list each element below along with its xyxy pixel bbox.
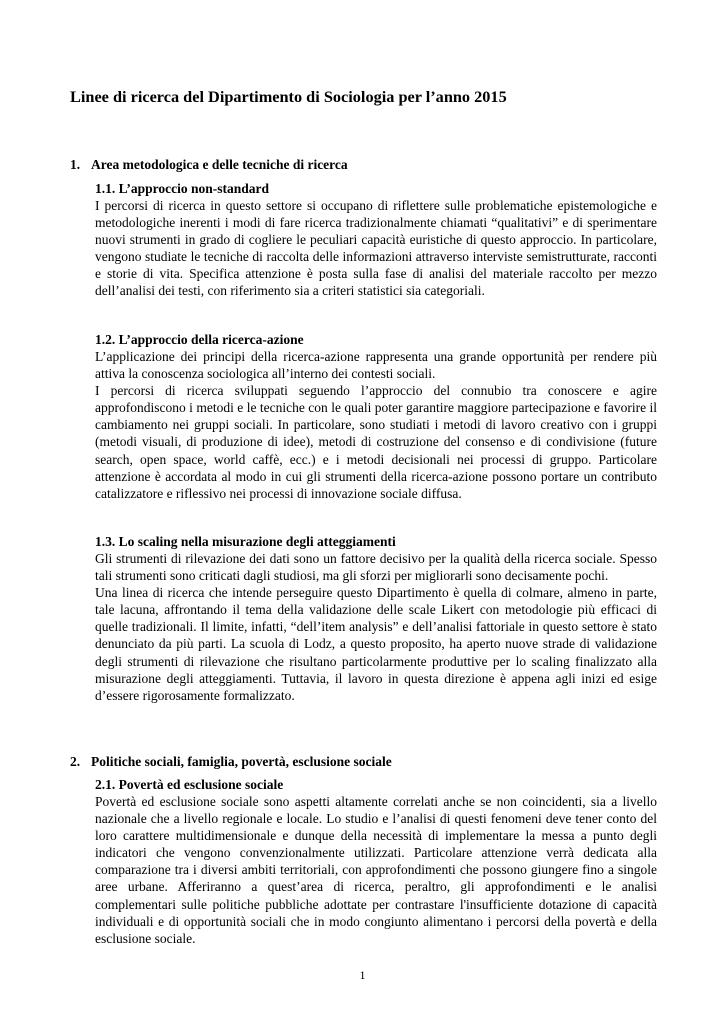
paragraph: I percorsi di ricerca in questo settore si occupano di riflettere sulle problematiche epistemologiche e metodologiche inerenti i modi di fare ricerca tradizionalmente chiamati “qualitativi” e di sperimentare nuovi strumenti in grado di cogliere le peculiari capacità euristiche di questo approccio. In particolare, vengono studiate le tecniche di raccolta delle informazioni attraverso interviste semistrutturate, racconti e storie di vita. Specifica attenzione è posta sulla fase di analisi del materiale raccolto per mezzo dell’analisi dei testi, con riferimento sia a criteri statistici sia categoriali. — [95, 198, 657, 299]
section-number: 2. — [70, 754, 81, 769]
section-heading-1 — [70, 156, 670, 174]
paragraph: Una linea di ricerca che intende perseguire questo Dipartimento è quella di colmare, almeno in parte, tale lacuna, affrontando il tema della validazione delle scale Likert con metodologie più efficaci di quelle tradizionali. Il limite, infatti, “dell’item analysis” e dell’analisi fattoriale in questo settore è stato denunciato da più parti. La scuola di Lodz, a questo proposito, ha aperto nuove strade di validazione degli strumenti di rilevazione che risultano particolarmente produttive per lo scaling finalizzato alla misurazione degli atteggiamenti. Tuttavia, il lavoro in questa direzione è appena agli inizi ed esige d’essere rigorosamente formalizzato. — [95, 585, 657, 703]
paragraph: L’applicazione dei principi della ricerca-azione rappresenta una grande opportunità per rendere più attiva la conoscenza sociologica all’interno dei contesti sociali. — [95, 349, 657, 382]
subsection-heading-1-2: 1.2. L’approccio della ricerca-azione — [95, 332, 304, 347]
page-number: 1 — [359, 968, 366, 982]
section-title: Politiche sociali, famiglia, povertà, esclusione sociale — [91, 754, 392, 769]
subsection-heading-1-3: 1.3. Lo scaling nella misurazione degli atteggiamenti — [95, 534, 396, 549]
paragraph: I percorsi di ricerca sviluppati seguendo l’approccio del connubio tra conoscere e agire approfondiscono i metodi e le tecniche con le quali poter garantire maggiore partecipazione e favorire il cambiamento nei gruppi sociali. In particolare, sono studiati i metodi di lavoro creativo con i gruppi (metodi visuali, di produzione di idee), metodi di costruzione del consenso e di condivisione (future search, open space, world caffè, ecc.) e i metodi decisionali nei processi di gruppo. Particolare attenzione è accordata al modo in cui gli strumenti della ricerca-azione possono portare un contributo catalizzatore e riflessivo nei processi di innovazione sociale diffusa. — [95, 383, 657, 501]
section-title: Area metodologica e delle tecniche di ricerca — [91, 157, 348, 172]
subsection-heading-1-1: 1.1. L’approccio non-standard — [95, 181, 270, 196]
paragraph: Gli strumenti di rilevazione dei dati sono un fattore decisivo per la qualità della ricerca sociale. Spesso tali strumenti sono criticati dagli studiosi, ma gli sforzi per migliorarli sono decisamente pochi. — [95, 551, 657, 584]
section-number: 1. — [70, 157, 81, 172]
subsection-body-1-1 — [95, 197, 657, 300]
document-title: Linee di ricerca del Dipartimento di Sociologia per l’anno 2015 — [70, 87, 507, 106]
subsection-body-1-2 — [95, 348, 657, 502]
subsection-body-2-1 — [95, 793, 657, 947]
subsection-body-1-3 — [95, 550, 657, 704]
paragraph: Povertà ed esclusione sociale sono aspetti altamente correlati anche se non coincidenti, sia a livello nazionale che a livello regionale e locale. Lo studio e l’analisi di questi fenomeni deve tener conto del loro carattere multidimensionale e dunque della necessità di implementare la messa a punto degli indicatori che vengono convenzionalmente utilizzati. Particolare attenzione verrà dedicata alla comparazione tra i diversi ambiti territoriali, con approfondimenti che possono giungere fino a singole aree urbane. Afferiranno a quest’area di ricerca, peraltro, gli approfondimenti e le analisi complementari sulle politiche pubbliche adottate per contrastare l'insufficiente dotazione di capacità individuali e di opportunità sociali che in modo congiunto alimentano i percorsi della povertà e della esclusione sociale. — [95, 794, 657, 946]
subsection-heading-2-1: 2.1. Povertà ed esclusione sociale — [95, 777, 284, 792]
section-heading-2 — [70, 753, 670, 771]
